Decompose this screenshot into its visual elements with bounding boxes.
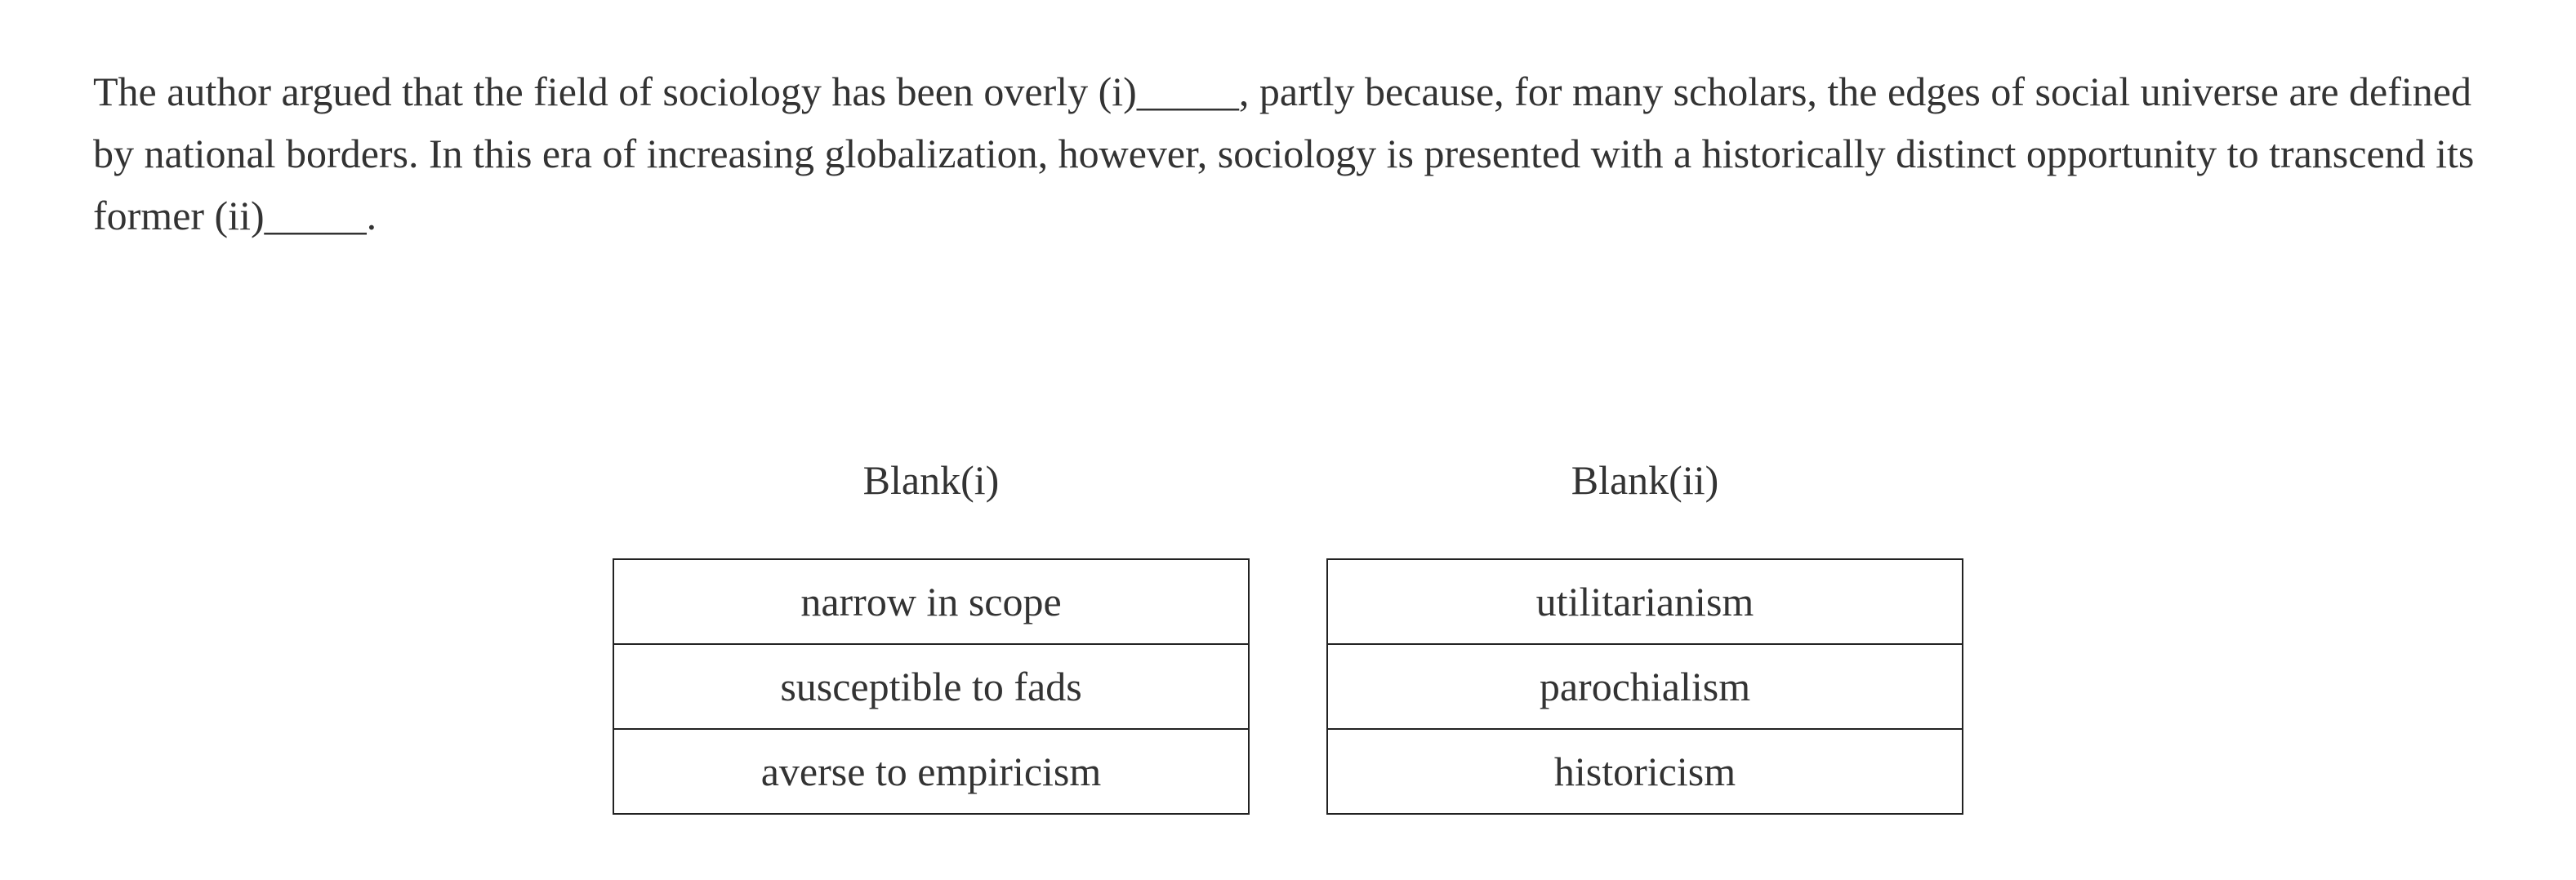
- blank-i-choices: [613, 558, 1250, 815]
- blank-ii-choices: [1326, 558, 1963, 815]
- blank-ii-header: Blank(ii): [1571, 457, 1719, 503]
- blank-i-choice[interactable]: averse to empiricism: [614, 730, 1248, 815]
- blank-ii-choice[interactable]: parochialism: [1328, 645, 1962, 730]
- blank-i-choice[interactable]: narrow in scope: [614, 560, 1248, 645]
- blank-i-column: [613, 449, 1250, 815]
- blank-i-header: Blank(i): [862, 457, 1000, 503]
- blank-ii-choice[interactable]: historicism: [1328, 730, 1962, 815]
- blank-i-choice[interactable]: susceptible to fads: [614, 645, 1248, 730]
- blank-ii-column: [1326, 449, 1963, 815]
- question-stem: The author argued that the field of sociology has been overly (i)_____, partly because, for many scholars, the edges of social universe are defined by national borders. In this era of increasing globalization, however, sociology is presented with a historically distinct opportunity to transcend its former (ii)_____.: [93, 69, 2475, 238]
- blank-ii-choice[interactable]: utilitarianism: [1328, 560, 1962, 645]
- answer-columns: [0, 449, 2576, 815]
